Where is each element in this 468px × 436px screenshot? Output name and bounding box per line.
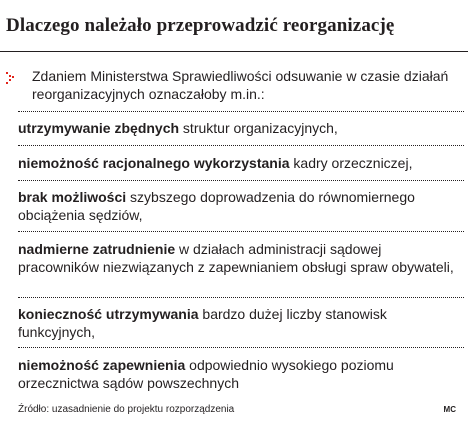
list-item [18, 305, 458, 341]
item-highlight: brak możliwości [18, 189, 127, 205]
list-item [18, 356, 458, 392]
divider [18, 347, 464, 348]
divider [18, 180, 464, 181]
chevron-right-icon [4, 70, 18, 84]
list-item [18, 119, 458, 137]
list-item [18, 188, 458, 224]
item-text: bardzo dużej liczby stanowisk funkcyjnych, [18, 306, 387, 340]
item-text: struktur organizacyjnych, [179, 120, 338, 136]
item-highlight: niemożność racjonalnego wykorzystania [18, 155, 290, 171]
list-item [18, 240, 458, 276]
intro-text: Zdaniem Ministerstwa Sprawiedliwości odsuwanie w czasie działań reorganizacyjnych oznaczałoby m.in.: [32, 68, 449, 102]
item-highlight: nadmierne zatrudnienie [18, 241, 176, 257]
item-text: kadry orzeczniczej, [289, 155, 413, 171]
item-text: w działach administracji sądowej pracowników niezwiązanych z zapewnianiem obsługi spraw obywateli, [18, 241, 454, 275]
item-text: szybszego doprowadzenia do równomiernego obciążenia sędziów, [18, 189, 415, 223]
item-highlight: utrzymywanie zbędnych [18, 120, 180, 136]
list-item [18, 154, 458, 172]
divider [18, 231, 464, 232]
credit: MC [443, 405, 456, 414]
item-highlight: niemożność zapewnienia [18, 357, 186, 373]
item-text: odpowiednio wysokiego poziomu orzecznictwa sądów powszechnych [18, 357, 394, 391]
item-highlight: konieczność utrzymywania [18, 306, 199, 322]
page-title: Dlaczego należało przeprowadzić reorganizację [6, 15, 395, 36]
source-note: Źródło: uzasadnienie do projektu rozporządzenia [18, 404, 235, 415]
divider [18, 111, 464, 112]
title-divider [0, 51, 468, 52]
divider [18, 145, 464, 146]
divider [18, 297, 464, 298]
